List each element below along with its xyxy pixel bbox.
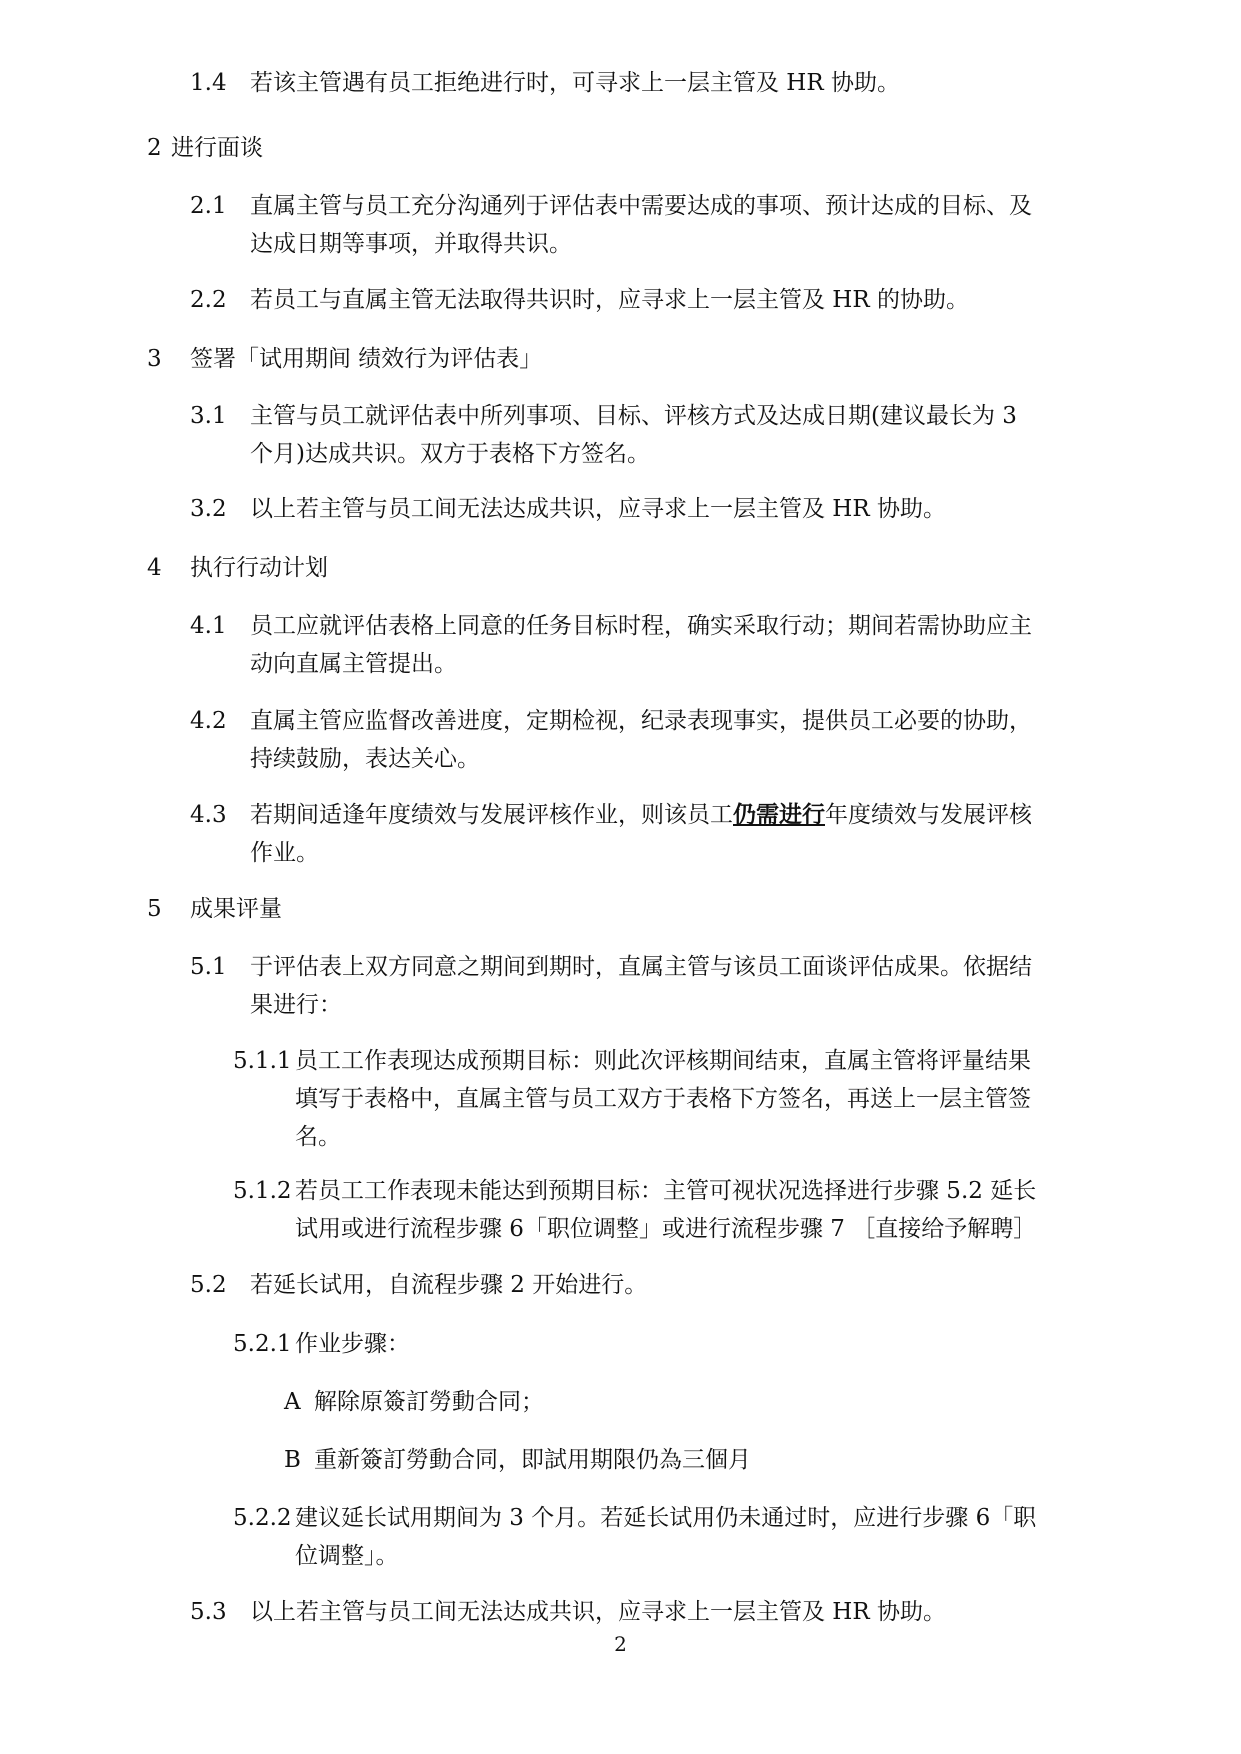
section-title: 进行面谈 [171,135,263,161]
section-number: 3 [147,346,162,372]
item-letter: A [284,1389,301,1415]
item-number: 3.2 [190,496,227,522]
item-number: 5.2.2 [233,1505,292,1531]
section-number: 2 [147,135,162,161]
item-text: 若员工工作表现未能达到预期目标：主管可视状况选择进行步骤 5.2 延长 试用或进行流程步骤 6「职位调整」或进行流程步骤 7 ［直接给予解聘］ [295,1178,1037,1242]
item-number: 4.1 [190,613,227,639]
item-text: 建议延长试用期间为 3 个月。若延长试用仍未通过时，应进行步骤 6「职 位调整」。 [295,1505,1037,1569]
item-number: 5.2 [190,1272,227,1298]
item-text: 以上若主管与员工间无法达成共识，应寻求上一层主管及 HR 协助。 [250,1599,946,1625]
item-text: 若期间适逢年度绩效与发展评核作业，则该员工仍需进行年度绩效与发展评核 作业。 [250,801,1032,866]
item-text: 员工工作表现达成预期目标：则此次评核期间结束，直属主管将评量结果 填写于表格中，直属主管与员工双方于表格下方签名，再送上一层主管签 名。 [295,1048,1031,1150]
item-letter: B [284,1447,301,1473]
item-number: 4.3 [190,802,227,828]
section-number: 5 [147,896,162,922]
item-text: 解除原簽訂勞動合同； [314,1389,544,1415]
page-number: 2 [614,1632,627,1656]
item-text: 若延长试用，自流程步骤 2 开始进行。 [250,1272,648,1298]
item-number: 2.2 [190,287,227,313]
item-number: 5.1 [190,954,227,980]
item-number: 4.2 [190,708,227,734]
item-text: 直属主管应监督改善进度，定期检视，纪录表现事实，提供员工必要的协助， 持续鼓励，表达关心。 [250,708,1032,772]
section-title: 成果评量 [190,896,282,922]
item-number: 2.1 [190,193,227,219]
section-number: 4 [147,555,162,581]
item-text: 若该主管遇有员工拒绝进行时，可寻求上一层主管及 HR 协助。 [250,70,900,96]
item-text: 于评估表上双方同意之期间到期时，直属主管与该员工面谈评估成果。依据结 果进行： [250,954,1032,1018]
section-title: 签署「试用期间 绩效行为评估表」 [190,346,543,372]
item-text: 以上若主管与员工间无法达成共识，应寻求上一层主管及 HR 协助。 [250,496,946,522]
item-number: 5.3 [190,1599,227,1625]
item-text: 员工应就评估表格上同意的任务目标时程，确实采取行动；期间若需协助应主 动向直属主管提出。 [250,613,1032,677]
item-text: 若员工与直属主管无法取得共识时，应寻求上一层主管及 HR 的协助。 [250,287,969,313]
item-number: 5.1.2 [233,1178,292,1204]
item-number: 1.4 [190,70,227,96]
item-number: 3.1 [190,403,227,429]
section-title: 执行行动计划 [190,555,328,581]
item-text: 重新簽訂勞動合同，即試用期限仍為三個月 [314,1447,751,1473]
item-number: 5.1.1 [233,1048,292,1074]
item-text: 作业步骤： [295,1331,410,1357]
underlined-emphasis: 仍需进行 [733,801,825,828]
item-number: 5.2.1 [233,1331,292,1357]
item-text: 直属主管与员工充分沟通列于评估表中需要达成的事项、预计达成的目标、及 达成日期等事项，并取得共识。 [250,193,1032,257]
item-text: 主管与员工就评估表中所列事项、目标、评核方式及达成日期(建议最长为 3 个月)达成共识。双方于表格下方签名。 [250,403,1017,467]
